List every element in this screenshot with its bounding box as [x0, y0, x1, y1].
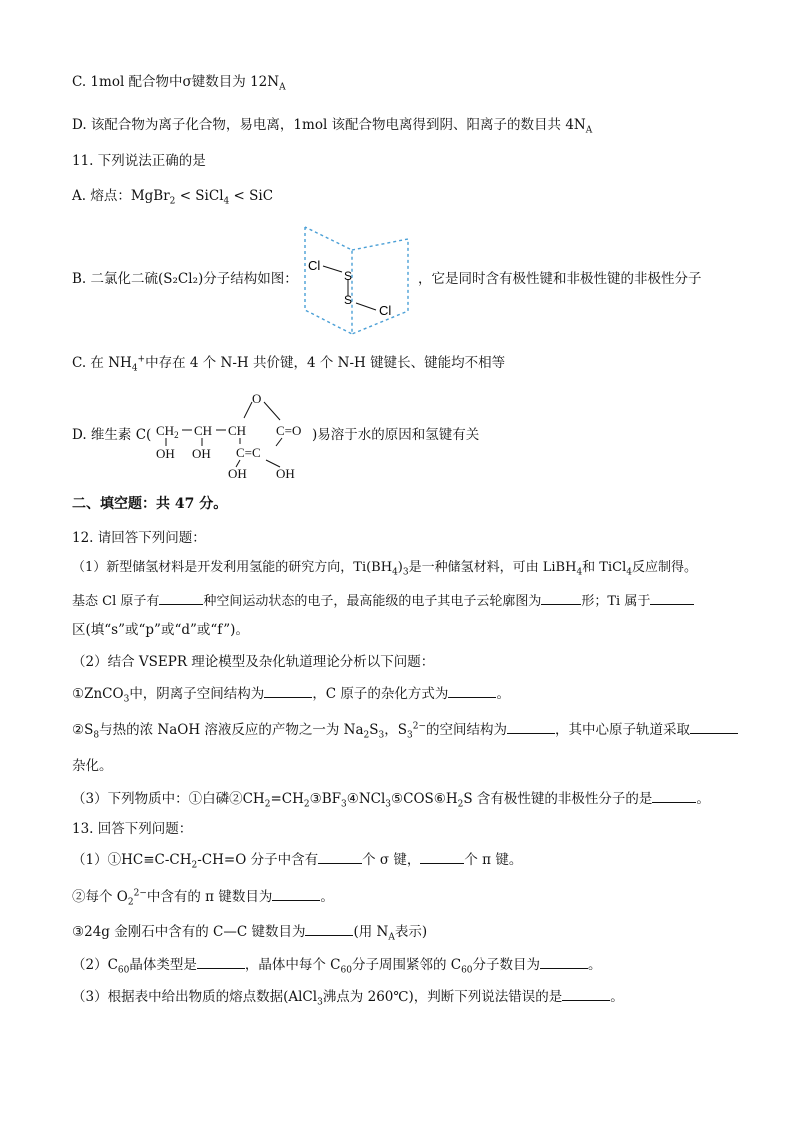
answer-blank[interactable]: [305, 922, 353, 936]
q12-part2-a: ①ZnCO$_3$中，阴离子空间结构为 ，C 原子的杂化方式为 。: [72, 686, 510, 705]
atom-cl-1: Cl: [308, 258, 321, 273]
answer-blank[interactable]: [159, 591, 203, 605]
q12-part3: （3）下列物质中：①白磷$②CH_2=CH_2③BF_3④NCl_3⑤COS⑥H_2S$ 含有极性键的非极性分子的是 。: [72, 791, 710, 810]
q11-stem: 11. 下列说法正确的是: [72, 153, 206, 169]
answer-blank[interactable]: [650, 591, 694, 605]
q13-part1-c: ③24g 金刚石中含有的 C—C 键数目为 (用 $N_A$表示): [72, 924, 428, 943]
vitamin-c-structure: [148, 388, 316, 484]
answer-blank[interactable]: [318, 850, 362, 864]
q11-option-b-pre: B. 二氯化二硫(S₂Cl₂)分子结构如图：: [72, 271, 298, 287]
group-ch-ring: CH: [228, 423, 247, 438]
q11-option-b: [72, 270, 298, 288]
answer-blank[interactable]: [420, 850, 464, 864]
answer-blank[interactable]: [540, 955, 588, 969]
q13-part1-a: $(1)①HC\equiv C-CH_2-CH=O$ 分子中含有 个 σ 键， 个 π 键。: [72, 852, 523, 871]
q12-stem: 12. 请回答下列问题：: [72, 530, 206, 546]
answer-blank[interactable]: [541, 591, 581, 605]
q11-option-d-post: )易溶于水的原因和氢键有关: [312, 427, 480, 443]
q10-option-c: C. 1mol 配合物中σ键数目为 $12N_A$: [72, 74, 286, 93]
atom-cl-2: Cl: [379, 303, 392, 318]
q10-option-d-text: D. 该配合物为离子化合物，易电离，1mol 该配合物电离得到阴、阳离子的数目共 4N: [72, 117, 586, 133]
atom-s-2: S: [344, 293, 353, 307]
q11-option-d-pre: D. 维生素 C(: [72, 427, 152, 443]
group-c-eq-c: C=C: [236, 445, 261, 460]
answer-blank[interactable]: [507, 720, 555, 734]
q13-part1-b: ②每个 $O_2^{2-}$中含有的 π 键数目为 。: [72, 888, 334, 908]
q12-part1-line1: （1）新型储氢材料是开发利用氢能的研究方向，$Ti(BH_4)_3$是一种储氢材料，可由 LiBH$_4$和 TiCl$_4$反应制得。: [72, 560, 697, 578]
q13-stem: 13. 回答下列问题：: [72, 821, 193, 837]
group-oh-3: OH: [228, 466, 247, 481]
q13-part3: （3）根据表中给出物质的熔点数据(AlCl$_3$沸点为 260℃)，判断下列说法错误的是 。: [72, 989, 624, 1008]
q11-option-b-post: ，它是同时含有极性键和非极性键的非极性分子: [418, 271, 702, 287]
q12-part2-b-end: 杂化。: [72, 758, 113, 774]
answer-blank[interactable]: [562, 987, 610, 1001]
group-ch: CH: [194, 423, 213, 438]
answer-blank[interactable]: [652, 789, 696, 803]
group-oh-4: OH: [276, 466, 295, 481]
vitamin-c-svg: [148, 388, 316, 484]
bond-s-cl: [356, 303, 376, 310]
bond-cl-s: [323, 266, 342, 272]
atom-o-ring: O: [252, 391, 262, 406]
q12-part2-b: $②S_8$与热的浓 NaOH 溶液反应的产物之一为 $Na_2S_3$，$S_3^{2-}$的空间结构为 ，其中心原子轨道采取: [72, 720, 738, 739]
plane-right: [352, 239, 408, 334]
answer-blank[interactable]: [272, 887, 320, 901]
s2cl2-structure-svg: [300, 224, 414, 336]
q11-option-c: C. 在 $NH_4^+$中存在 4 个 N-H 共价键，4 个 N-H 键键长、键能均不相等: [72, 354, 506, 374]
section-2-title: 二、填空题：共 47 分。: [72, 496, 228, 512]
group-oh-1: OH: [156, 446, 175, 461]
group-c-eq-o: C=O: [276, 423, 302, 438]
group-ch2: $CH_2$: [156, 423, 179, 440]
q10-option-d: D. 该配合物为离子化合物，易电离，1mol 该配合物电离得到阴、阳离子的数目共 $4N_A$: [72, 117, 593, 136]
answer-blank[interactable]: [197, 955, 245, 969]
atom-s-1: S: [344, 269, 353, 283]
answer-blank[interactable]: [448, 684, 496, 698]
q12-part1-line3: 区(填“s”或“p”或“d”或“f”)。: [72, 622, 249, 638]
q12-part1-line2: 基态 Cl 原子有 种空间运动状态的电子，最高能级的电子其电子云轮廓图为 形；Ti 属于: [72, 591, 694, 611]
s2cl2-structure-diagram: [300, 224, 414, 336]
answer-blank[interactable]: [690, 720, 738, 734]
q11-option-a: A. 熔点：MgBr$_2$ < SiCl$_4$ < SiC: [72, 188, 274, 207]
group-oh-2: OH: [192, 446, 211, 461]
answer-blank[interactable]: [264, 684, 312, 698]
q10-option-c-text: C. 1mol 配合物中σ键数目为 12N: [72, 74, 280, 90]
q12-part2-stem: （2）结合 VSEPR 理论模型及杂化轨道理论分析以下问题：: [72, 654, 435, 670]
q13-part2: $(2)C_{60}$晶体类型是 ，晶体中每个 $C_{60}$分子周围紧邻的 $C_{60}$分子数目为 。: [72, 957, 602, 976]
